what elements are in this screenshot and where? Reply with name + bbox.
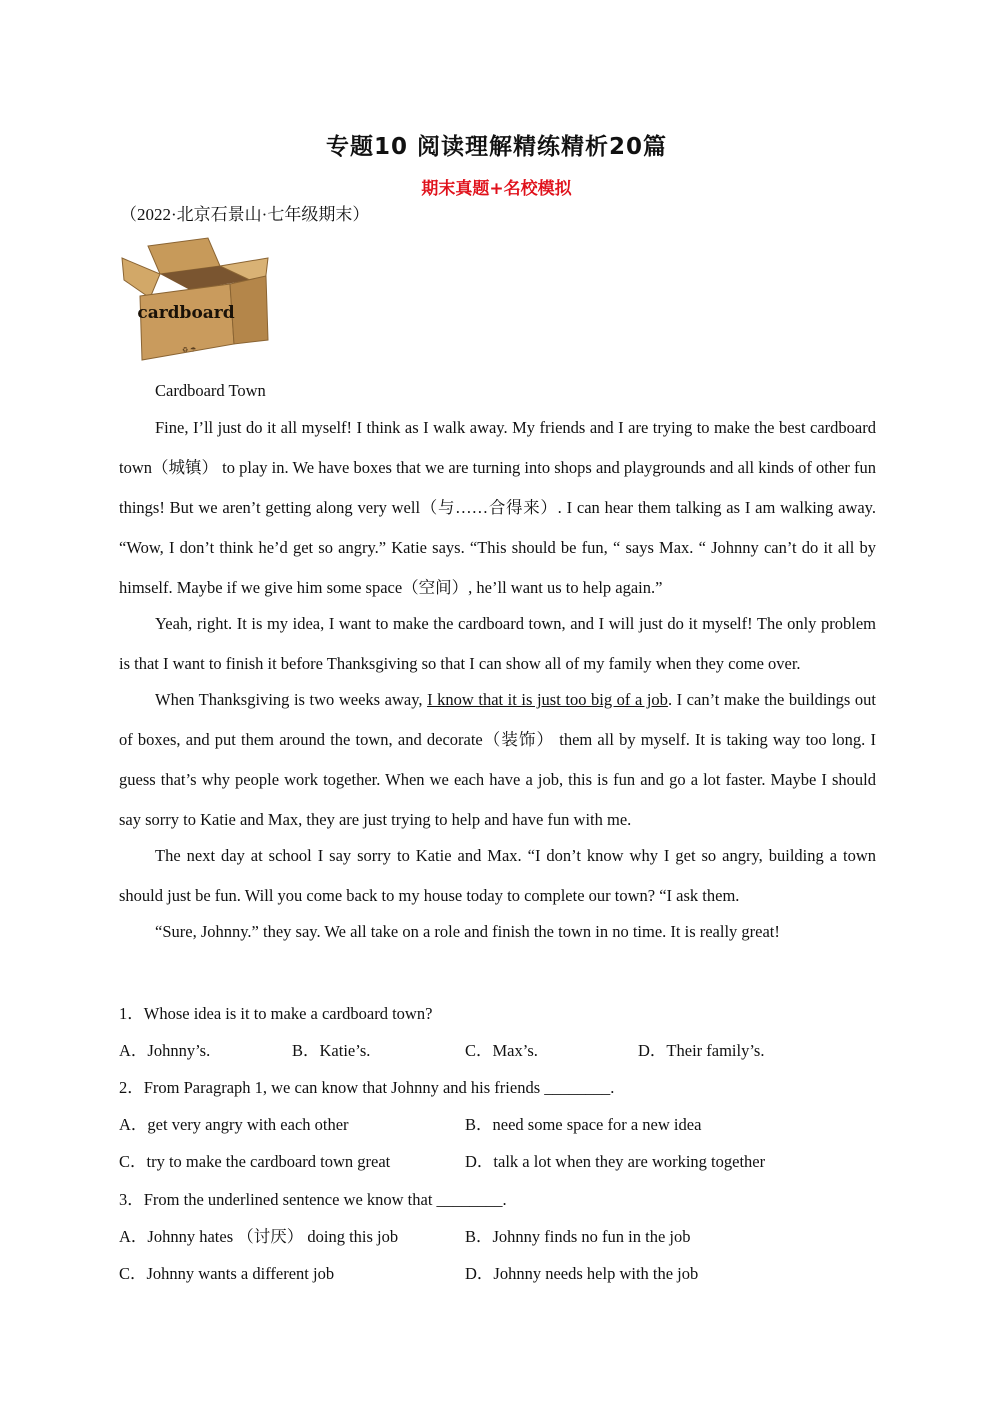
question-1-option-a[interactable]: A．Johnny’s.: [119, 1041, 211, 1060]
passage-title: Cardboard Town: [155, 381, 266, 400]
paragraph-3: [119, 680, 876, 840]
paragraph-1: Fine, I’ll just do it all myself! I think as I walk away. My friends and I are trying to make the best cardboard town（城镇） to play in. We have boxes that we are turning into shops and playgrounds and all kinds of other fun things! But we aren’t getting along very well（与……合得来）. I can hear them talking as I am walking away. “Wow, I don’t think he’d get so angry.” Katie says. “This should be fun, “ says Max. “ Johnny can’t do it all by himself. Maybe if we give him some space（空间）, he’ll want us to help again.”: [119, 418, 876, 597]
question-3-option-d[interactable]: D．Johnny needs help with the job: [465, 1264, 699, 1283]
question-1-stem: 1．Whose idea is it to make a cardboard town?: [119, 1004, 433, 1023]
question-3-option-a[interactable]: A．Johnny hates （讨厌） doing this job: [119, 1227, 399, 1246]
question-3-option-b[interactable]: B．Johnny finds no fun in the job: [465, 1227, 691, 1246]
passage-body: [119, 408, 876, 952]
box-label: cardboard: [137, 303, 235, 323]
question-2-option-a[interactable]: A．get very angry with each other: [119, 1115, 349, 1134]
paragraph-2: Yeah, right. It is my idea, I want to make the cardboard town, and I will just do it myself! The only problem is that I want to finish it before Thanksgiving so that I can show all of my family when they come over.: [119, 614, 876, 673]
underlined-sentence: I know that it is just too big of a job: [427, 690, 668, 709]
source-note: （2022·北京石景山·七年级期末）: [120, 205, 370, 224]
question-3-stem: 3．From the underlined sentence we know that ________.: [119, 1190, 507, 1209]
cardboard-box-icon: [120, 236, 272, 364]
paragraph-4: The next day at school I say sorry to Katie and Max. “I don’t know why I get so angry, building a town should just be fun. Will you come back to my house today to complete our town? “I ask them.: [119, 846, 876, 905]
question-2-stem: 2．From Paragraph 1, we can know that Johnny and his friends ________.: [119, 1078, 615, 1097]
paragraph-3-start: When Thanksgiving is two weeks away,: [155, 690, 428, 709]
question-2-option-b[interactable]: B．need some space for a new idea: [465, 1115, 702, 1134]
page-title: 专题10 阅读理解精练精析20篇: [325, 134, 668, 160]
paragraph-3-end: . I can’t make the buildings out of boxes, and put them around the town, and decorate（装饰） them all by myself. It is taking way too long. I guess that’s why people work together. When we each have a job, this is fun and go a lot faster. Maybe I should say sorry to Katie and Max, they are just trying to help and have fun with me.: [119, 690, 876, 829]
svg-text:♻ ☂: ♻ ☂: [182, 346, 197, 354]
question-1-option-b[interactable]: B．Katie’s.: [292, 1041, 371, 1060]
question-2-option-d[interactable]: D．talk a lot when they are working together: [465, 1152, 766, 1171]
question-2-option-c[interactable]: C．try to make the cardboard town great: [119, 1152, 391, 1171]
question-3-option-c[interactable]: C．Johnny wants a different job: [119, 1264, 335, 1283]
page-subtitle: 期末真题+名校模拟: [421, 179, 572, 199]
paragraph-5: “Sure, Johnny.” they say. We all take on a role and finish the town in no time. It is really great!: [155, 922, 780, 941]
question-1-option-d[interactable]: D．Their family’s.: [638, 1041, 765, 1060]
question-1-option-c[interactable]: C．Max’s.: [465, 1041, 538, 1060]
